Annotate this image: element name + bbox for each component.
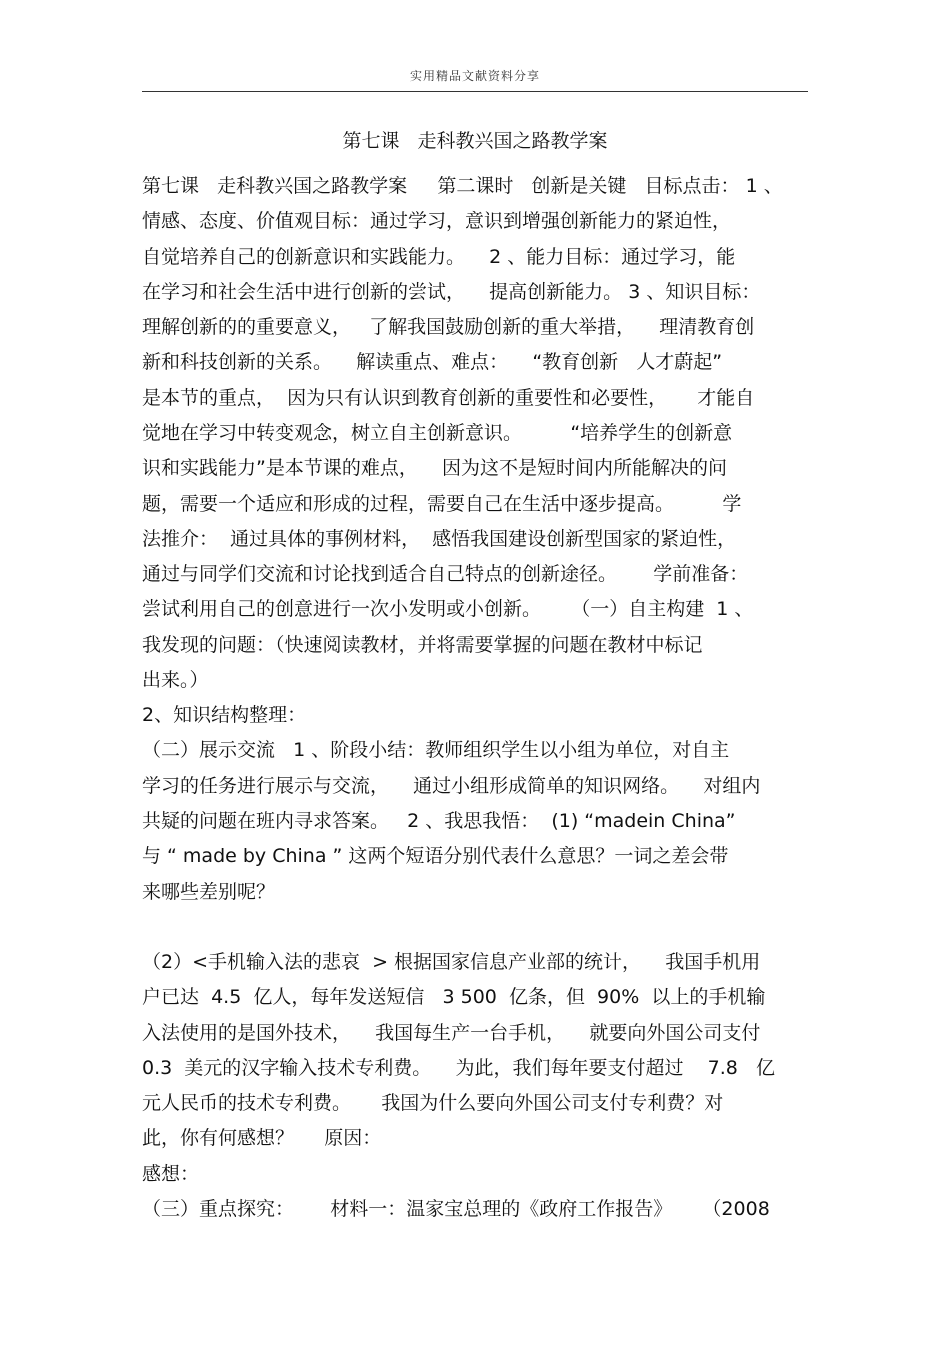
- text-line: 理解创新的的重要意义， 了解我国鼓励创新的重大举措， 理清教育创: [142, 316, 755, 338]
- text-line: 情感、态度、价值观目标：通过学习，意识到增强创新能力的紧迫性，: [142, 210, 732, 232]
- text-line: 此，你有何感想？ 原因：: [142, 1127, 382, 1149]
- text-line: 通过与同学们交流和讨论找到适合自己特点的创新途径。 学前准备：: [142, 563, 749, 585]
- text-line: 学习的任务进行展示与交流， 通过小组形成简单的知识网络。 对组内: [142, 775, 761, 797]
- text-line: （二）展示交流 1 、阶段小结：教师组织学生以小组为单位，对自主: [142, 739, 730, 761]
- text-line: （三）重点探究： 材料一：温家宝总理的《政府工作报告》 （2008: [142, 1198, 770, 1220]
- text-line: 自觉培养自己的创新意识和实践能力。 2 、能力目标：通过学习，能: [142, 246, 736, 268]
- text-line: 法推介： 通过具体的事例材料， 感悟我国建设创新型国家的紧迫性，: [142, 528, 737, 550]
- text-line: 尝试利用自己的创意进行一次小发明或小创新。 （一）自主构建 1 、: [142, 598, 754, 620]
- text-line: 出来。）: [142, 669, 209, 691]
- header-divider: [142, 91, 808, 92]
- text-line: 觉地在学习中转变观念，树立自主创新意识。 “培养学生的创新意: [142, 422, 733, 444]
- text-line: 第七课 走科教兴国之路教学案 第二课时 创新是关键 目标点击： 1 、: [142, 175, 783, 197]
- text-line: 新和科技创新的关系。 解读重点、难点： “教育创新 人才蔚起”: [142, 351, 723, 373]
- text-line: 来哪些差别呢？: [142, 881, 276, 903]
- text-line: 与 “ made by China ” 这两个短语分别代表什么意思？一词之差会带: [142, 845, 729, 867]
- page-header: 实用精品文献资料分享: [409, 69, 540, 83]
- text-line: 元人民币的技术专利费。 我国为什么要向外国公司支付专利费？对: [142, 1092, 724, 1114]
- text-line: 题，需要一个适应和形成的过程，需要自己在生活中逐步提高。 学: [142, 493, 742, 515]
- text-line: 在学习和社会生活中进行创新的尝试， 提高创新能力。 3 、知识目标：: [142, 281, 761, 303]
- text-line: 共疑的问题在班内寻求答案。 2 、我思我悟： (1) “madein China”: [142, 810, 736, 832]
- text-line: 感想：: [142, 1163, 200, 1185]
- document-title: 第七课 走科教兴国之路教学案: [342, 130, 608, 152]
- text-line: 0.3 美元的汉字输入技术专利费。 为此，我们每年要支付超过 7.8 亿: [142, 1057, 775, 1079]
- text-line: 我发现的问题：（快速阅读教材，并将需要掌握的问题在教材中标记: [142, 634, 703, 656]
- text-line: 是本节的重点， 因为只有认识到教育创新的重要性和必要性， 才能自: [142, 387, 755, 409]
- text-line: （2）<手机输入法的悲哀 > 根据国家信息产业部的统计， 我国手机用: [142, 951, 761, 973]
- text-line: 入法使用的是国外技术， 我国每生产一台手机， 就要向外国公司支付: [142, 1022, 761, 1044]
- text-line: 2、知识结构整理：: [142, 704, 307, 726]
- text-line: 户已达 4.5 亿人，每年发送短信 3 500 亿条，但 90% 以上的手机输: [142, 986, 766, 1008]
- text-line: 识和实践能力”是本节课的难点， 因为这不是短时间内所能解决的问: [142, 457, 728, 479]
